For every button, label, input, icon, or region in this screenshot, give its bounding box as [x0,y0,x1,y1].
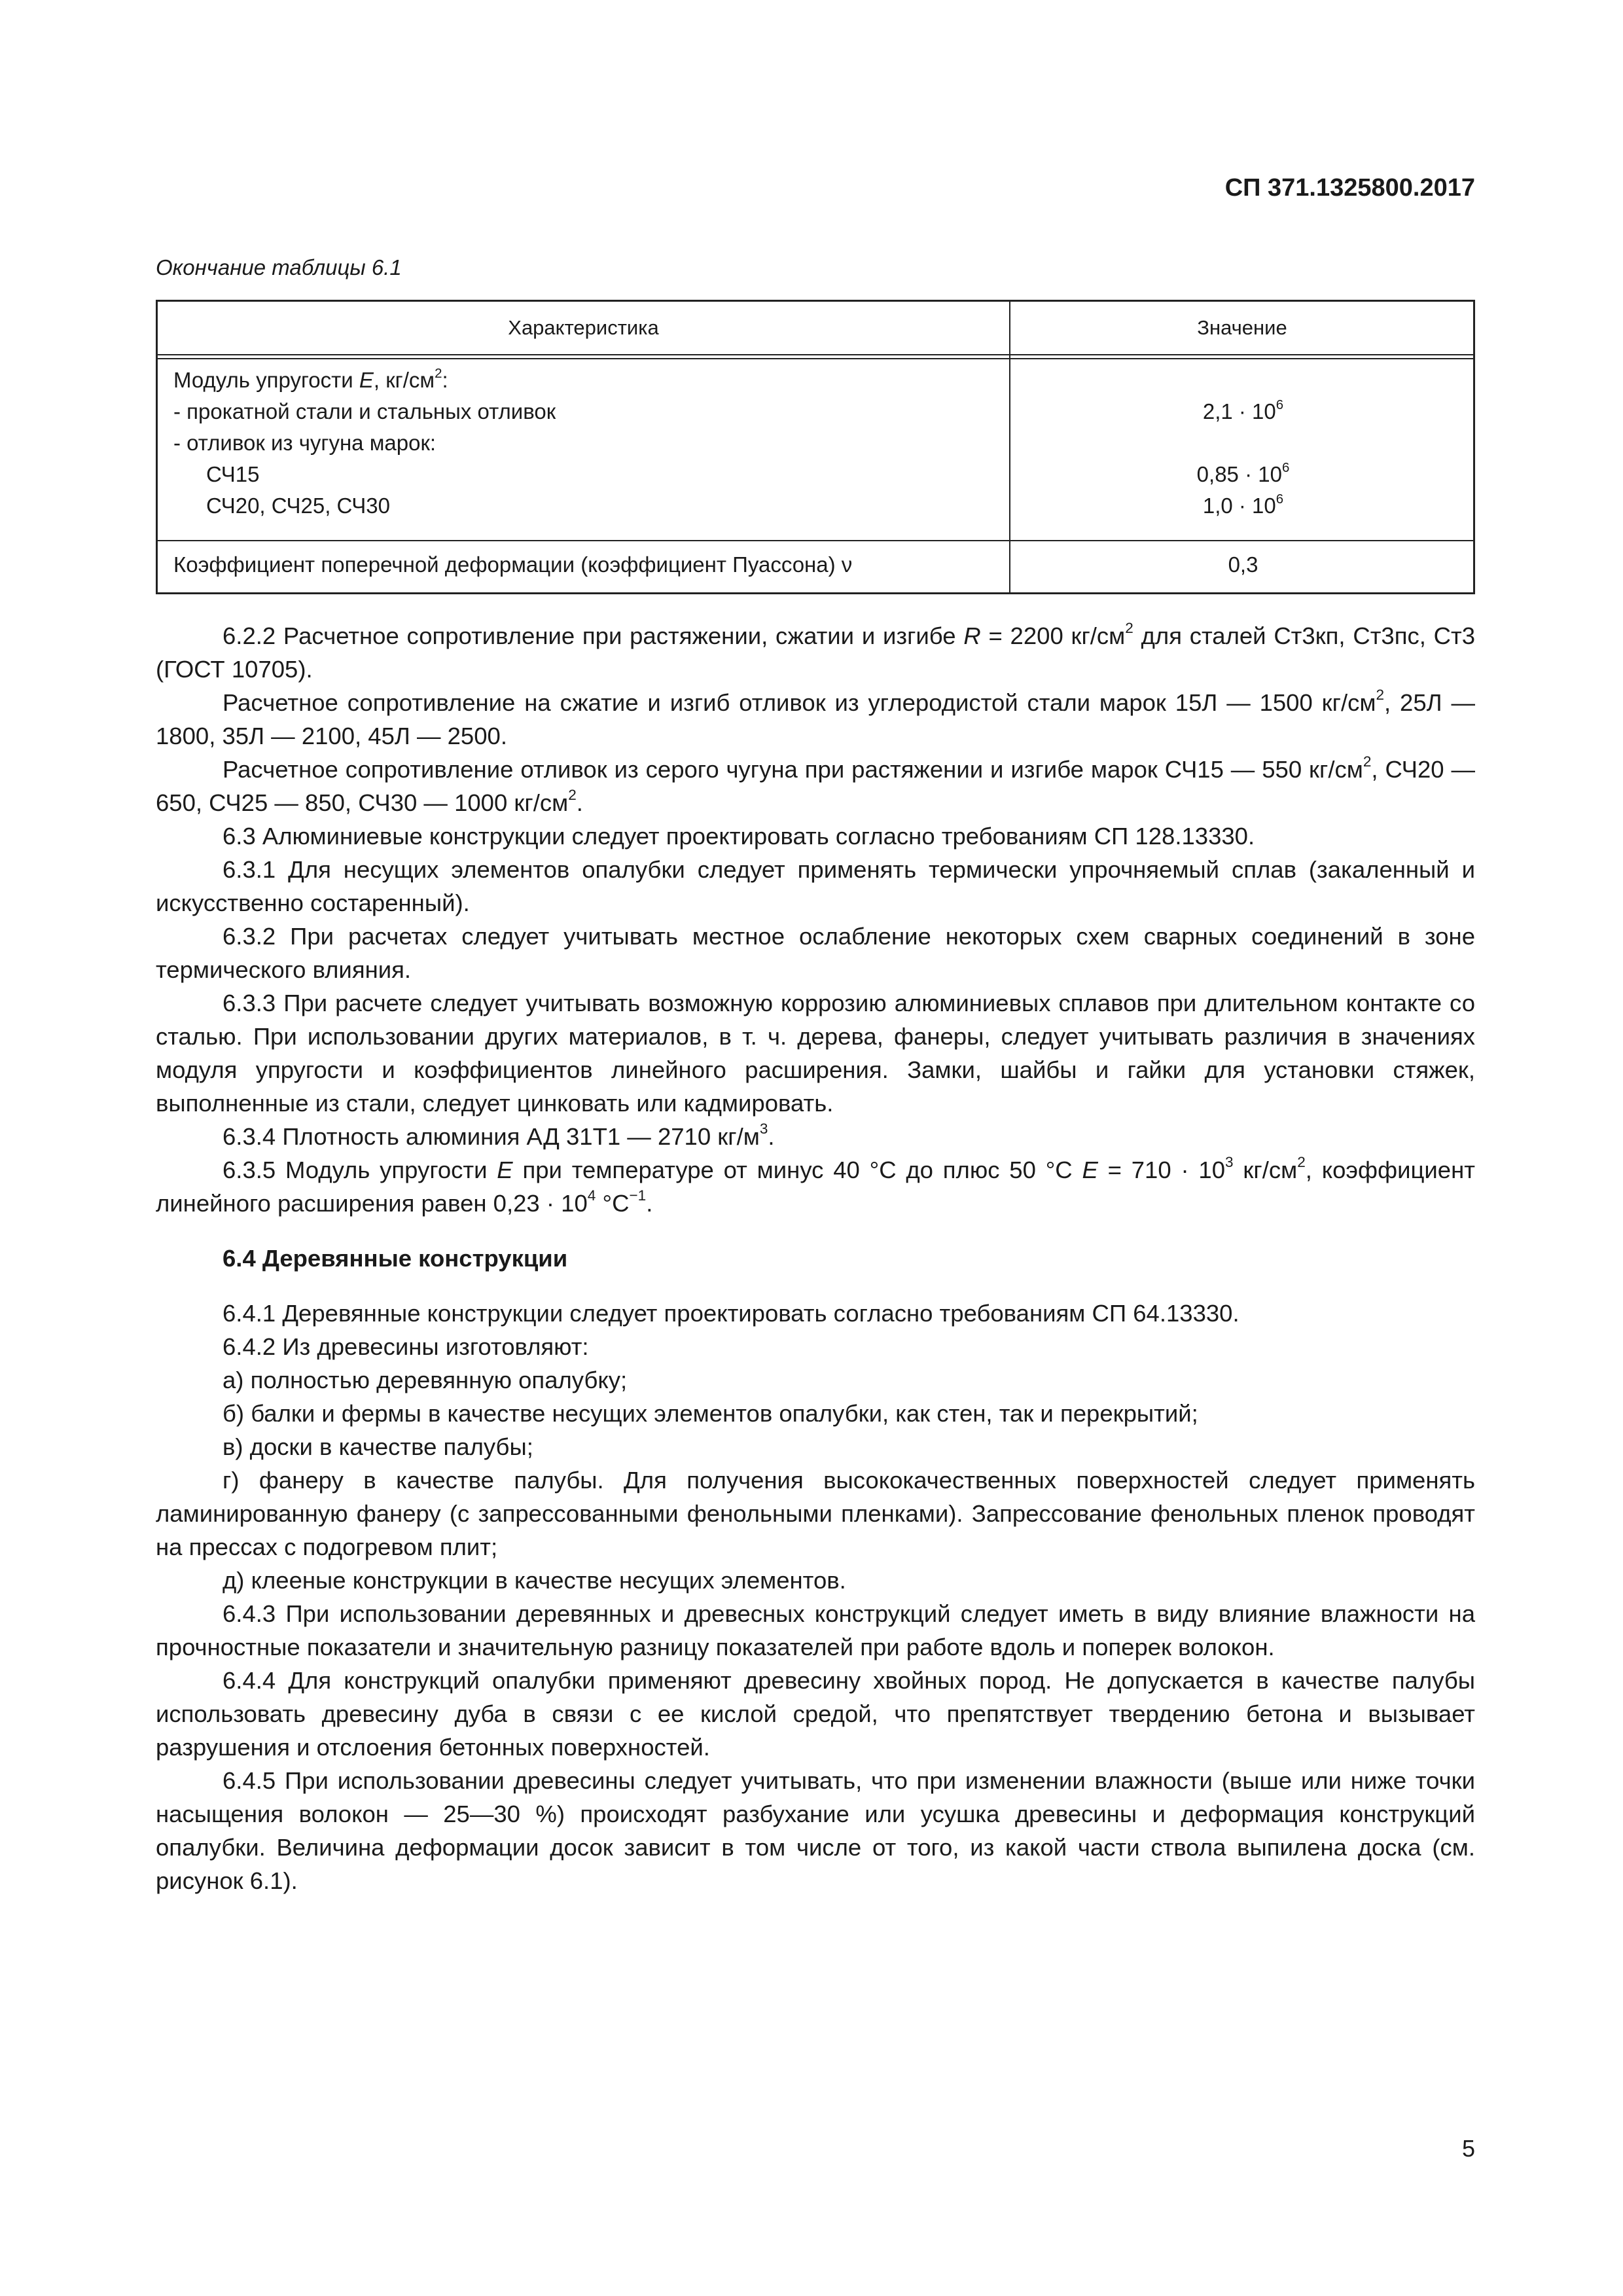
paragraph: 6.3.3 При расчете следует учитывать возможную коррозию алюминиевых сплавов при длительном контакте со сталью. При использовании других материалов, в т. ч. дерева, фанеры, следует учитывать различия в значениях модуля упругости и коэффициентов линейного расширения. Замки, шайбы и гайки для установки стяжек, выполненные из стали, следует цинковать или кадмировать. [156,990,1475,1117]
table-row-poisson-label [173,549,852,581]
table-cell-value: $1,0 \cdot 10^6$ [1202,491,1284,518]
table-row-elastic-modulus-values [1009,365,1477,522]
paragraph: 6.3.1 Для несущих элементов опалубки следует применять термически упрочняемый сплав (закаленный и искусственно состаренный). [156,856,1475,916]
paragraph: Расчетное сопротивление отливок из серого чугуна при растяжении и изгибе марок СЧ15 — 550 $кг/см^2$, СЧ20 — 650, СЧ25 — 850, СЧ30 — 1000 $кг/см^2$. [156,753,1475,816]
paragraph: 6.4.2 Из древесины изготовляют: [223,1333,589,1360]
paragraph: Расчетное сопротивление на сжатие и изгиб отливок из углеродистой стали марок 15Л — 1500 $кг/см^2$, 25Л — 1800, 35Л — 2100, 45Л — 2500. [156,687,1475,749]
section-heading: 6.4 Деревянные конструкции [223,1245,568,1272]
paragraph: 6.4.4 Для конструкций опалубки применяют древесину хвойных пород. Не допускается в качестве палубы использовать древесину дуба в связи с ее кислой средой, что препятствует твердению бетона и вызывает разрушения и отслоения бетонных поверхностей. [156,1667,1475,1761]
paragraph: 6.3 Алюминиевые конструкции следует проектировать согласно требованиям СП 128.13330. [223,823,1255,850]
table-cell-text: СЧ20, СЧ25, СЧ30 [206,493,390,518]
paragraph: 6.3.2 При расчетах следует учитывать местное ослабление некоторых схем сварных соединений в зоне термического влияния. [156,923,1475,983]
paragraph: 6.2.2 Расчетное сопротивление при растяжении, сжатии и изгибе R = 2200 $кг/см^2$ для сталей Ст3кп, Ст3пс, Ст3 (ГОСТ 10705). [156,620,1475,683]
table-header-value: Значение [1197,316,1287,339]
table-row-divider [158,540,1473,541]
table-caption: Окончание таблицы 6.1 [156,255,402,279]
table-row-elastic-modulus-labels [173,365,556,522]
table-cell-value: 0,3 [1228,552,1258,577]
table-cell-value: $2,1 \cdot 10^6$ [1202,397,1284,423]
table-header-divider [158,354,1473,355]
table-row-poisson-value [1009,549,1477,581]
list-item: а) полностью деревянную опалубку; [223,1367,628,1393]
body-text [156,619,1475,1897]
page-number: 5 [1461,2135,1475,2162]
paragraph: 6.3.4 Плотность алюминия АД 31Т1 — 2710 $кг/м^3$. [223,1121,775,1150]
paragraph: 6.4.5 При использовании древесины следует учитывать, что при изменении влажности (выше или ниже точки насыщения волокон — 25—30 %) происходят разбухание или усушка древесины и деформация конструкций опалубки. Величина деформации досок зависит в том числе от того, из какой части ствола выпилена доска (см. рисунок 6.1). [156,1767,1475,1894]
paragraph: 6.3.5 Модуль упругости E при температуре от минус 40 °С до плюс 50 °С $E = 710 \cdot 10^3$ $кг/см^2$, коэффициент линейного расширения равен $0,23 \cdot 10^4$ $^\circ С^{-1}$. [156,1154,1475,1217]
paragraph: 6.4.3 При использовании деревянных и древесных конструкций следует иметь в виду влияние влажности на прочностные показатели и значительную разницу показателей при работе вдоль и поперек волокон. [156,1600,1475,1660]
table-header-divider-second [158,358,1473,359]
table-header-characteristic: Характеристика [508,316,659,339]
list-item: д) клееные конструкции в качестве несущих элементов. [223,1567,846,1594]
document-code: СП 371.1325800.2017 [1224,174,1475,202]
list-item: г) фанеру в качестве палубы. Для получения высококачественных поверхностей следует применять ламинированную фанеру (с запрессованными фенольными пленками). Запрессование фенольных пленок проводят на прессах с подогревом плит; [156,1467,1475,1560]
table-cell-text: - прокатной стали и стальных отливок [173,399,556,423]
table-cell-text: Коэффициент поперечной деформации (коэффициент Пуассона) ν [173,552,853,577]
list-item: в) доски в качестве палубы; [223,1433,533,1460]
paragraph: 6.4.1 Деревянные конструкции следует проектировать согласно требованиям СП 64.13330. [223,1300,1240,1327]
table-cell-text: Модуль упругости E, $кг/см^2$: [173,365,448,392]
table-cell-text: СЧ15 [206,462,260,486]
table-cell-text: - отливок из чугуна марок: [173,431,437,455]
characteristics-table [156,300,1475,594]
list-item: б) балки и фермы в качестве несущих элементов опалубки, как стен, так и перекрытий; [223,1400,1198,1427]
table-cell-value: $0,85 \cdot 10^6$ [1196,459,1290,486]
